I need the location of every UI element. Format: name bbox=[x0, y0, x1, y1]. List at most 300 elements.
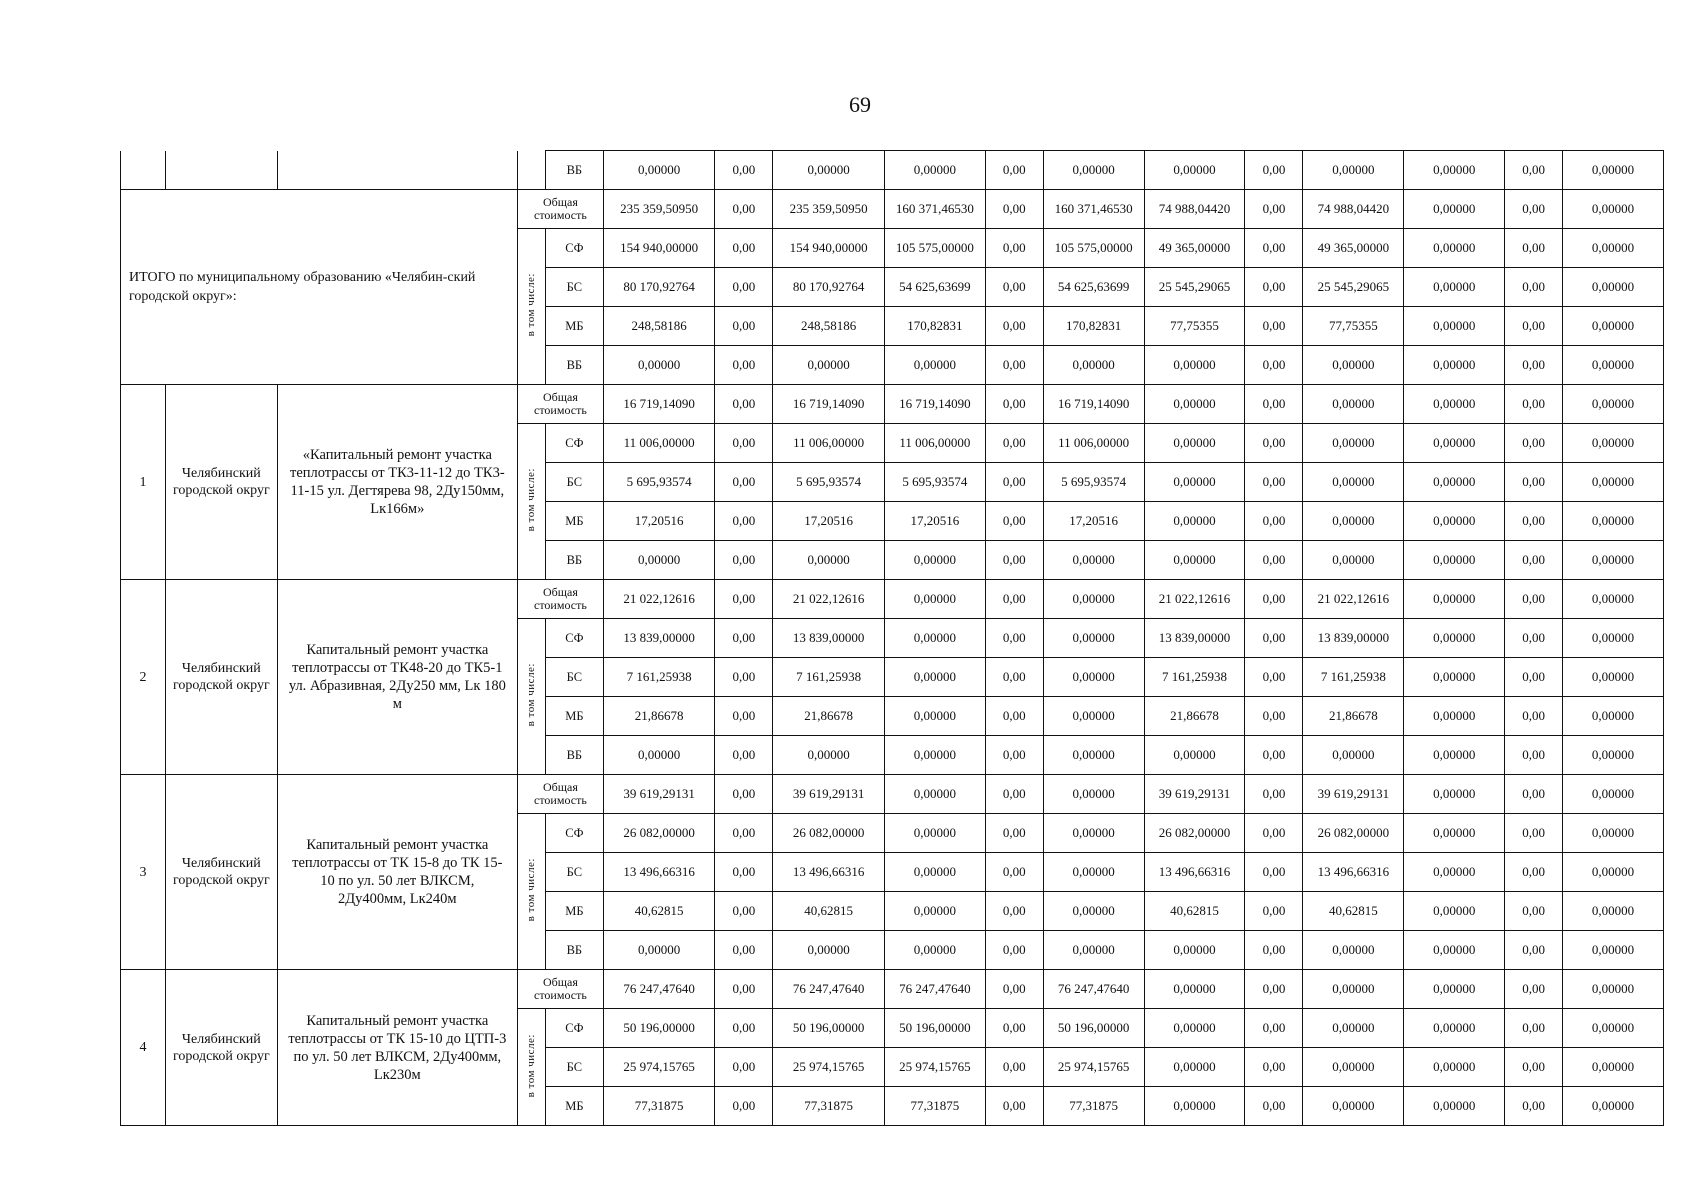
value-cell: 0,00000 bbox=[1303, 931, 1404, 970]
value-cell: 13 496,66316 bbox=[603, 853, 715, 892]
value-cell: 0,00000 bbox=[1303, 151, 1404, 190]
value-cell: 40,62815 bbox=[1303, 892, 1404, 931]
value-cell: 0,00000 bbox=[1404, 463, 1505, 502]
value-cell: 0,00000 bbox=[1303, 502, 1404, 541]
value-cell: 0,00 bbox=[1505, 970, 1563, 1009]
including-text: в том числе: bbox=[525, 1033, 538, 1098]
value-cell: 0,00000 bbox=[1303, 1087, 1404, 1126]
value-cell: 25 974,15765 bbox=[603, 1048, 715, 1087]
value-cell: 0,00000 bbox=[1303, 1048, 1404, 1087]
value-cell: 0,00 bbox=[1505, 1087, 1563, 1126]
value-cell: 0,00 bbox=[985, 1087, 1043, 1126]
project-name: «Капитальный ремонт участка теплотрассы от ТК3-11-12 до ТК3-11-15 ул. Дегтярева 98, 2Ду150мм, Lк166м» bbox=[277, 385, 517, 580]
value-cell: 0,00000 bbox=[1563, 268, 1664, 307]
value-cell: 40,62815 bbox=[773, 892, 885, 931]
value-cell: 0,00000 bbox=[1563, 541, 1664, 580]
value-cell: 0,00000 bbox=[1404, 697, 1505, 736]
value-cell: 0,00000 bbox=[1404, 775, 1505, 814]
fund-label: МБ bbox=[545, 892, 603, 931]
fund-label: МБ bbox=[545, 1087, 603, 1126]
fund-label: СФ bbox=[545, 619, 603, 658]
value-cell: 0,00 bbox=[1245, 229, 1303, 268]
budget-table bbox=[120, 150, 1664, 1126]
value-cell: 0,00000 bbox=[1303, 970, 1404, 1009]
value-cell: 0,00 bbox=[715, 463, 773, 502]
municipality-name: Челябинский городской округ bbox=[166, 580, 278, 775]
value-cell: 154 940,00000 bbox=[603, 229, 715, 268]
value-cell: 0,00000 bbox=[773, 736, 885, 775]
value-cell: 0,00 bbox=[1505, 892, 1563, 931]
value-cell: 50 196,00000 bbox=[1043, 1009, 1144, 1048]
value-cell: 0,00000 bbox=[1563, 1009, 1664, 1048]
value-cell: 0,00000 bbox=[1043, 151, 1144, 190]
value-cell: 0,00000 bbox=[1404, 931, 1505, 970]
value-cell: 0,00000 bbox=[1404, 190, 1505, 229]
row-number: 3 bbox=[121, 775, 166, 970]
value-cell: 0,00000 bbox=[603, 346, 715, 385]
value-cell: 39 619,29131 bbox=[773, 775, 885, 814]
value-cell: 0,00000 bbox=[884, 658, 985, 697]
value-cell: 0,00 bbox=[1245, 502, 1303, 541]
including-label bbox=[518, 814, 546, 970]
value-cell: 0,00 bbox=[985, 385, 1043, 424]
value-cell: 0,00 bbox=[715, 385, 773, 424]
value-cell: 50 196,00000 bbox=[884, 1009, 985, 1048]
value-cell: 0,00 bbox=[1245, 736, 1303, 775]
value-cell: 0,00000 bbox=[884, 853, 985, 892]
fund-label: БС bbox=[545, 463, 603, 502]
value-cell: 76 247,47640 bbox=[1043, 970, 1144, 1009]
value-cell: 5 695,93574 bbox=[884, 463, 985, 502]
value-cell: 0,00000 bbox=[1404, 502, 1505, 541]
value-cell: 0,00 bbox=[985, 151, 1043, 190]
value-cell: 0,00000 bbox=[884, 580, 985, 619]
value-cell: 0,00 bbox=[985, 463, 1043, 502]
value-cell: 0,00000 bbox=[884, 151, 985, 190]
value-cell: 0,00000 bbox=[1144, 1048, 1245, 1087]
value-cell: 0,00000 bbox=[1404, 385, 1505, 424]
value-cell: 0,00000 bbox=[884, 619, 985, 658]
value-cell: 0,00 bbox=[985, 853, 1043, 892]
value-cell: 0,00 bbox=[1505, 814, 1563, 853]
value-cell: 0,00000 bbox=[1563, 580, 1664, 619]
value-cell: 0,00000 bbox=[1404, 1009, 1505, 1048]
value-cell: 0,00000 bbox=[1563, 697, 1664, 736]
value-cell: 21,86678 bbox=[603, 697, 715, 736]
value-cell: 170,82831 bbox=[884, 307, 985, 346]
value-cell: 76 247,47640 bbox=[603, 970, 715, 1009]
value-cell: 21,86678 bbox=[1144, 697, 1245, 736]
value-cell: 11 006,00000 bbox=[603, 424, 715, 463]
value-cell: 0,00000 bbox=[1563, 814, 1664, 853]
value-cell: 0,00000 bbox=[603, 541, 715, 580]
value-cell: 0,00 bbox=[985, 658, 1043, 697]
table-row bbox=[121, 775, 1664, 814]
value-cell: 0,00000 bbox=[884, 697, 985, 736]
value-cell: 26 082,00000 bbox=[773, 814, 885, 853]
value-cell: 0,00 bbox=[1245, 853, 1303, 892]
value-cell: 0,00 bbox=[715, 970, 773, 1009]
value-cell: 0,00000 bbox=[884, 541, 985, 580]
value-cell: 0,00000 bbox=[884, 736, 985, 775]
value-cell: 0,00 bbox=[1505, 658, 1563, 697]
value-cell: 0,00000 bbox=[1404, 151, 1505, 190]
including-text: в том числе: bbox=[525, 858, 538, 922]
value-cell: 154 940,00000 bbox=[773, 229, 885, 268]
value-cell: 0,00 bbox=[985, 619, 1043, 658]
value-cell: 13 839,00000 bbox=[603, 619, 715, 658]
value-cell: 160 371,46530 bbox=[884, 190, 985, 229]
fund-label: СФ bbox=[545, 424, 603, 463]
value-cell: 0,00000 bbox=[1043, 931, 1144, 970]
fund-label: ВБ bbox=[545, 151, 603, 190]
value-cell: 0,00000 bbox=[1404, 658, 1505, 697]
value-cell: 0,00000 bbox=[1303, 541, 1404, 580]
value-cell: 0,00 bbox=[715, 1048, 773, 1087]
value-cell: 0,00 bbox=[1245, 697, 1303, 736]
total-label: ИТОГО по муниципальному образованию «Челябин-ский городской округ»: bbox=[121, 190, 518, 385]
fund-label: СФ bbox=[545, 229, 603, 268]
value-cell: 0,00000 bbox=[1563, 307, 1664, 346]
value-cell: 0,00 bbox=[715, 736, 773, 775]
value-cell: 0,00 bbox=[985, 775, 1043, 814]
value-cell: 49 365,00000 bbox=[1144, 229, 1245, 268]
value-cell: 0,00 bbox=[1245, 268, 1303, 307]
value-cell: 25 974,15765 bbox=[1043, 1048, 1144, 1087]
value-cell: 0,00 bbox=[1505, 424, 1563, 463]
value-cell: 0,00 bbox=[985, 736, 1043, 775]
value-cell: 0,00000 bbox=[1043, 619, 1144, 658]
value-cell: 74 988,04420 bbox=[1303, 190, 1404, 229]
value-cell: 0,00000 bbox=[1303, 1009, 1404, 1048]
total-cost-label: Общая стоимость bbox=[518, 970, 604, 1009]
value-cell: 16 719,14090 bbox=[884, 385, 985, 424]
value-cell: 0,00000 bbox=[773, 931, 885, 970]
value-cell: 26 082,00000 bbox=[603, 814, 715, 853]
value-cell: 0,00 bbox=[1505, 385, 1563, 424]
value-cell: 21 022,12616 bbox=[1303, 580, 1404, 619]
row-number: 2 bbox=[121, 580, 166, 775]
value-cell: 0,00000 bbox=[1563, 502, 1664, 541]
value-cell: 39 619,29131 bbox=[603, 775, 715, 814]
value-cell: 11 006,00000 bbox=[773, 424, 885, 463]
value-cell: 0,00 bbox=[1245, 931, 1303, 970]
value-cell: 0,00 bbox=[1505, 346, 1563, 385]
value-cell: 0,00000 bbox=[1563, 424, 1664, 463]
including-label bbox=[518, 619, 546, 775]
value-cell: 0,00 bbox=[1245, 541, 1303, 580]
empty-cell bbox=[277, 151, 517, 190]
value-cell: 0,00 bbox=[715, 541, 773, 580]
value-cell: 0,00000 bbox=[1144, 736, 1245, 775]
value-cell: 0,00 bbox=[1505, 502, 1563, 541]
value-cell: 0,00 bbox=[985, 1009, 1043, 1048]
value-cell: 0,00000 bbox=[1144, 1087, 1245, 1126]
municipality-name: Челябинский городской округ bbox=[166, 775, 278, 970]
value-cell: 21 022,12616 bbox=[603, 580, 715, 619]
table-row bbox=[121, 385, 1664, 424]
value-cell: 0,00000 bbox=[603, 736, 715, 775]
value-cell: 0,00 bbox=[1245, 892, 1303, 931]
municipality-name: Челябинский городской округ bbox=[166, 385, 278, 580]
value-cell: 0,00000 bbox=[1563, 658, 1664, 697]
fund-label: МБ bbox=[545, 697, 603, 736]
value-cell: 13 496,66316 bbox=[1303, 853, 1404, 892]
value-cell: 235 359,50950 bbox=[773, 190, 885, 229]
fund-label: СФ bbox=[545, 814, 603, 853]
value-cell: 0,00 bbox=[715, 619, 773, 658]
value-cell: 0,00 bbox=[1245, 463, 1303, 502]
value-cell: 105 575,00000 bbox=[884, 229, 985, 268]
fund-label: БС bbox=[545, 658, 603, 697]
value-cell: 0,00000 bbox=[1043, 814, 1144, 853]
value-cell: 25 974,15765 bbox=[773, 1048, 885, 1087]
value-cell: 0,00 bbox=[715, 697, 773, 736]
value-cell: 0,00000 bbox=[773, 151, 885, 190]
fund-label: ВБ bbox=[545, 736, 603, 775]
value-cell: 0,00 bbox=[1245, 814, 1303, 853]
value-cell: 0,00000 bbox=[1563, 385, 1664, 424]
value-cell: 0,00000 bbox=[884, 931, 985, 970]
value-cell: 0,00000 bbox=[773, 346, 885, 385]
value-cell: 0,00000 bbox=[1303, 346, 1404, 385]
value-cell: 0,00 bbox=[1245, 775, 1303, 814]
value-cell: 25 974,15765 bbox=[884, 1048, 985, 1087]
value-cell: 80 170,92764 bbox=[603, 268, 715, 307]
project-name: Капитальный ремонт участка теплотрассы от ТК 15-8 до ТК 15-10 по ул. 50 лет ВЛКСМ, 2Ду400мм, Lк240м bbox=[277, 775, 517, 970]
project-name: Капитальный ремонт участка теплотрассы от ТК 15-10 до ЦТП-3 по ул. 50 лет ВЛКСМ, 2Ду400мм, Lк230м bbox=[277, 970, 517, 1126]
value-cell: 0,00000 bbox=[1404, 541, 1505, 580]
value-cell: 0,00000 bbox=[1404, 892, 1505, 931]
value-cell: 105 575,00000 bbox=[1043, 229, 1144, 268]
value-cell: 0,00 bbox=[715, 814, 773, 853]
value-cell: 0,00 bbox=[715, 346, 773, 385]
value-cell: 40,62815 bbox=[603, 892, 715, 931]
value-cell: 0,00000 bbox=[1404, 346, 1505, 385]
value-cell: 77,75355 bbox=[1303, 307, 1404, 346]
including-text: в том числе: bbox=[525, 468, 538, 532]
value-cell: 17,20516 bbox=[1043, 502, 1144, 541]
value-cell: 5 695,93574 bbox=[1043, 463, 1144, 502]
value-cell: 0,00000 bbox=[884, 892, 985, 931]
value-cell: 0,00000 bbox=[1144, 424, 1245, 463]
value-cell: 80 170,92764 bbox=[773, 268, 885, 307]
value-cell: 0,00000 bbox=[1404, 1048, 1505, 1087]
value-cell: 0,00 bbox=[985, 424, 1043, 463]
table-row bbox=[121, 151, 1664, 190]
empty-cell bbox=[121, 151, 166, 190]
value-cell: 0,00 bbox=[1245, 619, 1303, 658]
value-cell: 0,00 bbox=[715, 853, 773, 892]
value-cell: 0,00000 bbox=[1404, 853, 1505, 892]
value-cell: 7 161,25938 bbox=[1303, 658, 1404, 697]
value-cell: 0,00000 bbox=[1144, 1009, 1245, 1048]
value-cell: 0,00 bbox=[985, 1048, 1043, 1087]
value-cell: 0,00000 bbox=[603, 931, 715, 970]
value-cell: 0,00 bbox=[985, 346, 1043, 385]
value-cell: 0,00000 bbox=[1563, 1048, 1664, 1087]
value-cell: 0,00000 bbox=[1404, 580, 1505, 619]
value-cell: 0,00000 bbox=[1563, 1087, 1664, 1126]
value-cell: 0,00000 bbox=[1303, 463, 1404, 502]
value-cell: 0,00000 bbox=[1043, 853, 1144, 892]
value-cell: 13 839,00000 bbox=[1303, 619, 1404, 658]
value-cell: 21,86678 bbox=[1303, 697, 1404, 736]
value-cell: 0,00000 bbox=[1303, 424, 1404, 463]
value-cell: 77,31875 bbox=[1043, 1087, 1144, 1126]
value-cell: 248,58186 bbox=[603, 307, 715, 346]
empty-cell bbox=[166, 151, 278, 190]
value-cell: 17,20516 bbox=[884, 502, 985, 541]
table-row bbox=[121, 190, 1664, 229]
value-cell: 0,00 bbox=[985, 697, 1043, 736]
fund-label: БС bbox=[545, 1048, 603, 1087]
value-cell: 0,00 bbox=[1505, 541, 1563, 580]
value-cell: 0,00 bbox=[715, 1009, 773, 1048]
value-cell: 0,00 bbox=[1245, 1087, 1303, 1126]
value-cell: 0,00000 bbox=[1404, 619, 1505, 658]
fund-label: МБ bbox=[545, 307, 603, 346]
including-text: в том числе: bbox=[525, 663, 538, 727]
value-cell: 0,00 bbox=[1245, 580, 1303, 619]
value-cell: 0,00 bbox=[1245, 424, 1303, 463]
value-cell: 0,00000 bbox=[1144, 346, 1245, 385]
value-cell: 26 082,00000 bbox=[1303, 814, 1404, 853]
value-cell: 0,00 bbox=[1245, 1009, 1303, 1048]
value-cell: 11 006,00000 bbox=[1043, 424, 1144, 463]
value-cell: 50 196,00000 bbox=[773, 1009, 885, 1048]
value-cell: 76 247,47640 bbox=[884, 970, 985, 1009]
value-cell: 0,00000 bbox=[1404, 736, 1505, 775]
value-cell: 0,00000 bbox=[1144, 502, 1245, 541]
value-cell: 0,00000 bbox=[1404, 268, 1505, 307]
value-cell: 0,00 bbox=[715, 424, 773, 463]
value-cell: 0,00000 bbox=[1404, 970, 1505, 1009]
total-cost-label: Общая стоимость bbox=[518, 190, 604, 229]
value-cell: 0,00000 bbox=[1043, 736, 1144, 775]
value-cell: 0,00 bbox=[715, 658, 773, 697]
value-cell: 0,00000 bbox=[1563, 619, 1664, 658]
value-cell: 0,00 bbox=[1505, 1048, 1563, 1087]
value-cell: 0,00000 bbox=[1404, 229, 1505, 268]
value-cell: 0,00000 bbox=[603, 151, 715, 190]
value-cell: 0,00000 bbox=[1404, 814, 1505, 853]
value-cell: 21 022,12616 bbox=[773, 580, 885, 619]
fund-label: ВБ bbox=[545, 541, 603, 580]
value-cell: 0,00000 bbox=[1563, 190, 1664, 229]
value-cell: 0,00000 bbox=[1043, 892, 1144, 931]
value-cell: 11 006,00000 bbox=[884, 424, 985, 463]
including-label bbox=[518, 1009, 546, 1126]
value-cell: 7 161,25938 bbox=[1144, 658, 1245, 697]
value-cell: 0,00000 bbox=[1043, 775, 1144, 814]
value-cell: 13 496,66316 bbox=[1144, 853, 1245, 892]
value-cell: 54 625,63699 bbox=[884, 268, 985, 307]
value-cell: 16 719,14090 bbox=[603, 385, 715, 424]
value-cell: 0,00000 bbox=[1144, 463, 1245, 502]
total-cost-label: Общая стоимость bbox=[518, 580, 604, 619]
including-text: в том числе: bbox=[525, 273, 538, 337]
value-cell: 0,00 bbox=[715, 580, 773, 619]
fund-label: БС bbox=[545, 268, 603, 307]
value-cell: 0,00000 bbox=[1043, 580, 1144, 619]
value-cell: 0,00 bbox=[985, 892, 1043, 931]
value-cell: 0,00 bbox=[1245, 307, 1303, 346]
value-cell: 74 988,04420 bbox=[1144, 190, 1245, 229]
value-cell: 16 719,14090 bbox=[1043, 385, 1144, 424]
value-cell: 7 161,25938 bbox=[603, 658, 715, 697]
value-cell: 0,00 bbox=[715, 892, 773, 931]
value-cell: 248,58186 bbox=[773, 307, 885, 346]
value-cell: 0,00 bbox=[985, 502, 1043, 541]
value-cell: 0,00 bbox=[1505, 736, 1563, 775]
row-number: 1 bbox=[121, 385, 166, 580]
value-cell: 0,00 bbox=[985, 190, 1043, 229]
value-cell: 0,00 bbox=[985, 970, 1043, 1009]
including-label bbox=[518, 229, 546, 385]
value-cell: 0,00000 bbox=[1043, 541, 1144, 580]
value-cell: 0,00000 bbox=[1404, 424, 1505, 463]
value-cell: 0,00000 bbox=[1144, 970, 1245, 1009]
value-cell: 17,20516 bbox=[603, 502, 715, 541]
value-cell: 0,00000 bbox=[1043, 346, 1144, 385]
value-cell: 25 545,29065 bbox=[1303, 268, 1404, 307]
value-cell: 54 625,63699 bbox=[1043, 268, 1144, 307]
value-cell: 0,00 bbox=[715, 268, 773, 307]
row-number: 4 bbox=[121, 970, 166, 1126]
value-cell: 0,00000 bbox=[1144, 541, 1245, 580]
including-label bbox=[518, 424, 546, 580]
value-cell: 25 545,29065 bbox=[1144, 268, 1245, 307]
project-name: Капитальный ремонт участка теплотрассы от ТК48-20 до ТК5-1 ул. Абразивная, 2Ду250 мм, Lк 180 м bbox=[277, 580, 517, 775]
value-cell: 0,00 bbox=[1245, 970, 1303, 1009]
value-cell: 0,00000 bbox=[1303, 385, 1404, 424]
fund-label: БС bbox=[545, 853, 603, 892]
value-cell: 0,00 bbox=[1505, 229, 1563, 268]
value-cell: 0,00 bbox=[715, 502, 773, 541]
value-cell: 5 695,93574 bbox=[603, 463, 715, 502]
value-cell: 17,20516 bbox=[773, 502, 885, 541]
value-cell: 0,00000 bbox=[1144, 385, 1245, 424]
value-cell: 0,00000 bbox=[1563, 463, 1664, 502]
value-cell: 0,00 bbox=[715, 307, 773, 346]
value-cell: 0,00 bbox=[985, 580, 1043, 619]
page-number: 69 bbox=[849, 92, 871, 117]
value-cell: 0,00 bbox=[1505, 268, 1563, 307]
value-cell: 16 719,14090 bbox=[773, 385, 885, 424]
value-cell: 13 839,00000 bbox=[1144, 619, 1245, 658]
value-cell: 5 695,93574 bbox=[773, 463, 885, 502]
value-cell: 0,00000 bbox=[1563, 151, 1664, 190]
value-cell: 0,00 bbox=[1245, 346, 1303, 385]
value-cell: 0,00 bbox=[1505, 775, 1563, 814]
value-cell: 0,00000 bbox=[1404, 307, 1505, 346]
value-cell: 49 365,00000 bbox=[1303, 229, 1404, 268]
value-cell: 0,00 bbox=[985, 268, 1043, 307]
value-cell: 0,00 bbox=[1505, 697, 1563, 736]
value-cell: 77,31875 bbox=[773, 1087, 885, 1126]
value-cell: 0,00000 bbox=[1563, 853, 1664, 892]
value-cell: 76 247,47640 bbox=[773, 970, 885, 1009]
value-cell: 0,00000 bbox=[884, 814, 985, 853]
value-cell: 13 839,00000 bbox=[773, 619, 885, 658]
value-cell: 0,00 bbox=[715, 151, 773, 190]
value-cell: 160 371,46530 bbox=[1043, 190, 1144, 229]
value-cell: 7 161,25938 bbox=[773, 658, 885, 697]
value-cell: 21,86678 bbox=[773, 697, 885, 736]
value-cell: 0,00 bbox=[715, 1087, 773, 1126]
value-cell: 0,00 bbox=[1245, 190, 1303, 229]
